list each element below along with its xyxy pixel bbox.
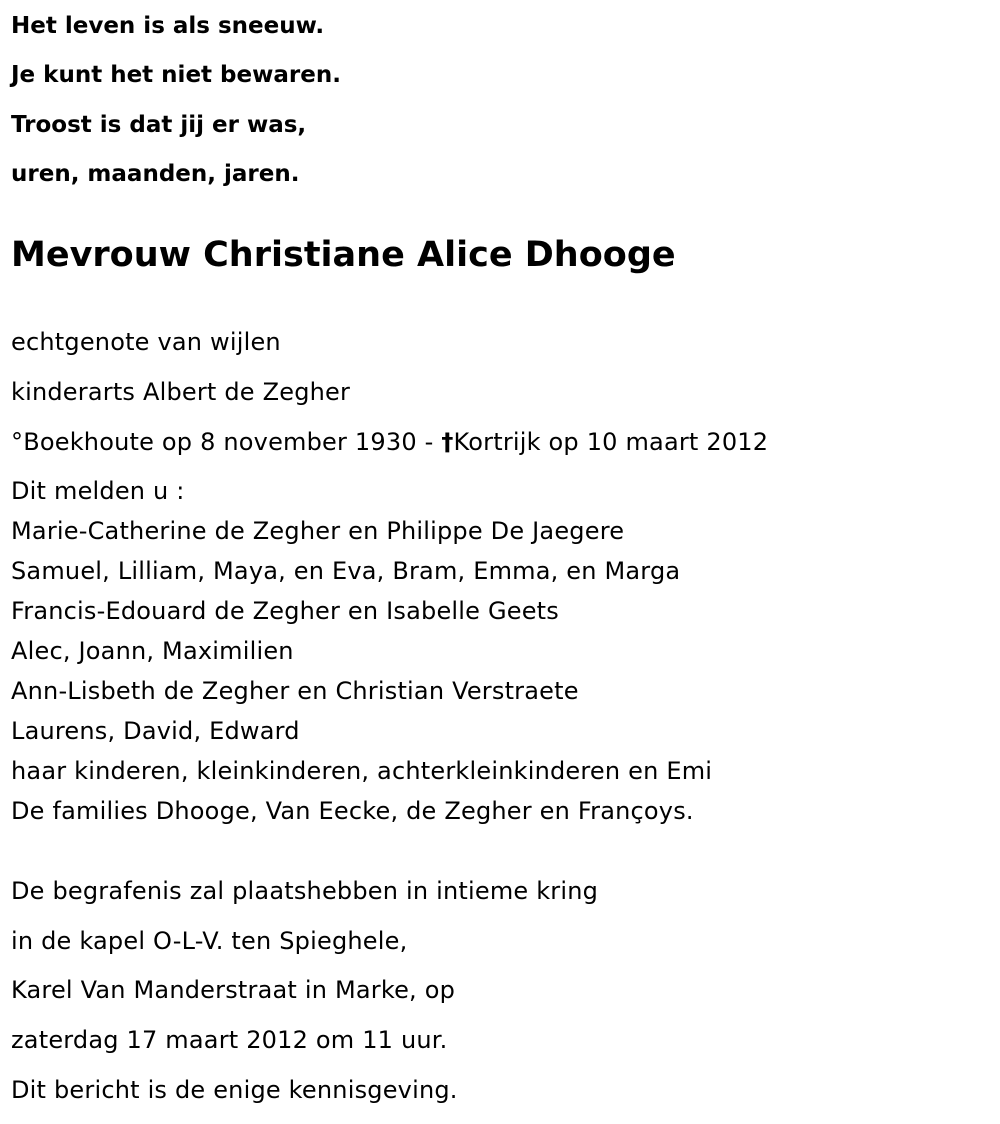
relation-text: echtgenote van wijlen (11, 328, 281, 356)
poem-line-3: Troost is dat jij er was, (11, 112, 307, 138)
birth-death-dates (11, 427, 768, 457)
funeral-line-2: in de kapel O-L-V. ten Spieghele, (11, 927, 408, 955)
funeral-line-4: zaterdag 17 maart 2012 om 11 uur. (11, 1026, 448, 1054)
cross-icon: † (441, 428, 454, 456)
birth-text: °Boekhoute op 8 november 1930 - (11, 428, 442, 456)
poem-line-2: Je kunt het niet bewaren. (11, 62, 341, 88)
spouse-text: kinderarts Albert de Zegher (11, 378, 351, 406)
funeral-line-3: Karel Van Manderstraat in Marke, op (11, 976, 456, 1004)
family-line: Ann-Lisbeth de Zegher en Christian Verstraete (11, 677, 579, 705)
deceased-name: Mevrouw Christiane Alice Dhooge (11, 235, 676, 275)
family-line: Alec, Joann, Maximilien (11, 637, 294, 665)
death-text: Kortrijk op 10 maart 2012 (453, 428, 769, 456)
family-line: De families Dhooge, Van Eecke, de Zegher en Françoys. (11, 797, 694, 825)
announcers-intro: Dit melden u : (11, 477, 185, 505)
family-line: Francis-Edouard de Zegher en Isabelle Geets (11, 597, 559, 625)
family-line: Laurens, David, Edward (11, 717, 300, 745)
family-line: Samuel, Lilliam, Maya, en Eva, Bram, Emma, en Marga (11, 557, 681, 585)
poem-line-1: Het leven is als sneeuw. (11, 13, 325, 39)
notice-footer: Dit bericht is de enige kennisgeving. (11, 1076, 458, 1104)
funeral-line-1: De begrafenis zal plaatshebben in intieme kring (11, 877, 599, 905)
family-line: haar kinderen, kleinkinderen, achterkleinkinderen en Emi (11, 757, 713, 785)
family-line: Marie-Catherine de Zegher en Philippe De Jaegere (11, 517, 625, 545)
poem-line-4: uren, maanden, jaren. (11, 161, 300, 187)
